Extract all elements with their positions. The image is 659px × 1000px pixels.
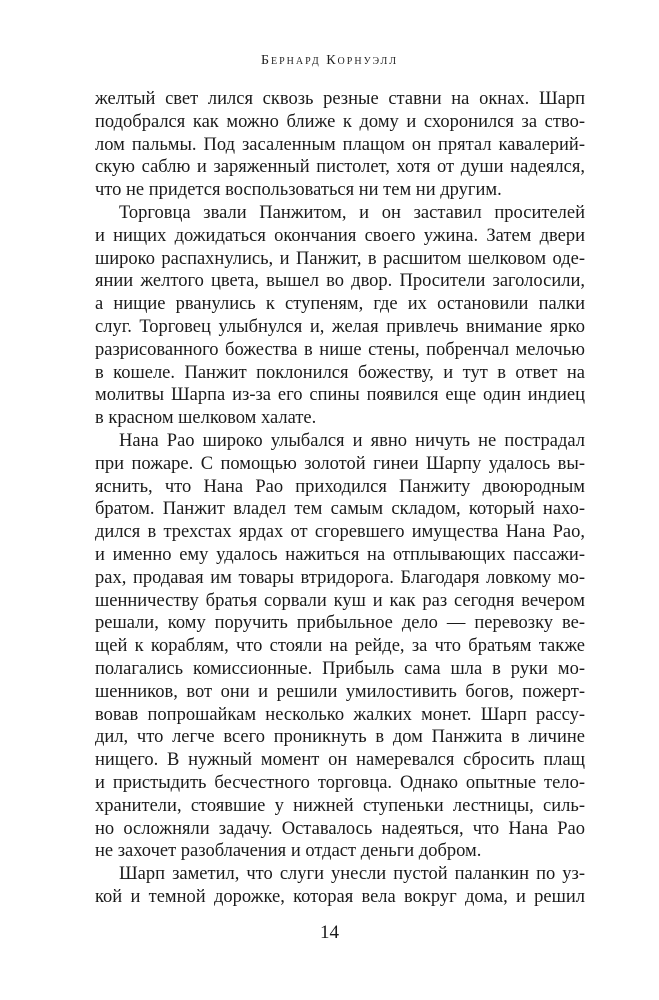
text-line: вовав попрошайкам несколько жалких монет. Шарп рассу- (95, 704, 585, 725)
text-line: и нищих дожидаться окончания своего ужина. Затем двери (95, 225, 585, 246)
text-line: шенников, вот они и решили умилостивить богов, пожерт- (95, 681, 585, 702)
text-line: не захочет разоблачения и отдаст деньги добром. (95, 841, 482, 862)
text-line: разрисованного божества в нише стены, побренчал мелочью (95, 339, 585, 360)
text-line: подобрался как можно ближе к дому и схоронился за ство- (95, 111, 585, 132)
text-line: кой и темной дорожке, которая вела вокруг дома, и решил (95, 886, 585, 907)
text-line: решали, кому поручить прибыльное дело — перевозку ве- (95, 613, 585, 634)
paragraph (95, 430, 585, 863)
text-line: дил, что легче всего проникнуть в дом Панжита в личине (95, 727, 585, 748)
text-line: нищего. В нужный момент он намеревался сбросить плащ (95, 750, 585, 771)
text-line: щей к кораблям, что стояли на рейде, за что братьям также (95, 636, 585, 657)
text-line: что не придется воспользоваться ни тем ни другим. (95, 180, 502, 201)
page-number: 14 (320, 921, 339, 943)
paragraph (95, 88, 585, 202)
text-line: лом пальмы. Под засаленным плащом он прятал кавалерий- (95, 134, 585, 155)
body-text (95, 88, 585, 909)
paragraph (95, 863, 585, 909)
text-line: широко распахнулись, и Панжит, в расшитом шелковом оде- (95, 248, 585, 269)
text-line: Нана Рао широко улыбался и явно ничуть не пострадал (119, 430, 585, 451)
text-line: при пожаре. С помощью золотой гинеи Шарпу удалось вы- (95, 453, 585, 474)
text-line: и пристыдить бесчестного торговца. Однако опытные тело- (95, 772, 585, 793)
text-line: слуг. Торговец улыбнулся и, желая привлечь внимание ярко (95, 316, 585, 337)
text-line: в кошеле. Панжит поклонился божеству, и тут в ответ на (95, 362, 585, 383)
text-line: полагались комиссионные. Прибыль сама шла в руки мо- (95, 658, 585, 679)
text-line: Шарп заметил, что слуги унесли пустой паланкин по уз- (119, 864, 585, 885)
text-line: а нищие рванулись к ступеням, где их остановили палки (95, 294, 585, 315)
paragraph (95, 202, 585, 430)
text-line: янии желтого цвета, вышел во двор. Просители заголосили, (95, 271, 585, 292)
text-line: но осложняли задачу. Оставалось надеяться, что Нана Рао (95, 818, 585, 839)
text-line: желтый свет лился сквозь резные ставни на окнах. Шарп (95, 89, 585, 109)
text-line: молитвы Шарпа из-за его спины появился еще один индиец (95, 385, 585, 406)
text-line: хранители, стоявшие у нижней ступеньки лестницы, силь- (95, 795, 585, 816)
text-line: дился в трехстах ярдах от сгоревшего имущества Нана Рао, (95, 522, 585, 543)
running-header: Бернард Корнуэлл (260, 53, 399, 68)
text-line: скую саблю и заряженный пистолет, хотя от души надеялся, (95, 157, 585, 178)
text-line: яснить, что Нана Рао приходился Панжиту двоюродным (95, 476, 585, 497)
text-line: братом. Панжит владел тем самым складом, который нахо- (95, 499, 585, 520)
text-line: шенничеству братья сорвали куш и как раз сегодня вечером (95, 590, 585, 611)
text-line: рах, продавая им товары втридорога. Благодаря ловкому мо- (95, 567, 585, 588)
text-line: Торговца звали Панжитом, и он заставил просителей (119, 202, 585, 223)
text-line: и именно ему удалось нажиться на отплывающих пассажи- (95, 544, 585, 565)
text-line: в красном шелковом халате. (95, 408, 317, 429)
